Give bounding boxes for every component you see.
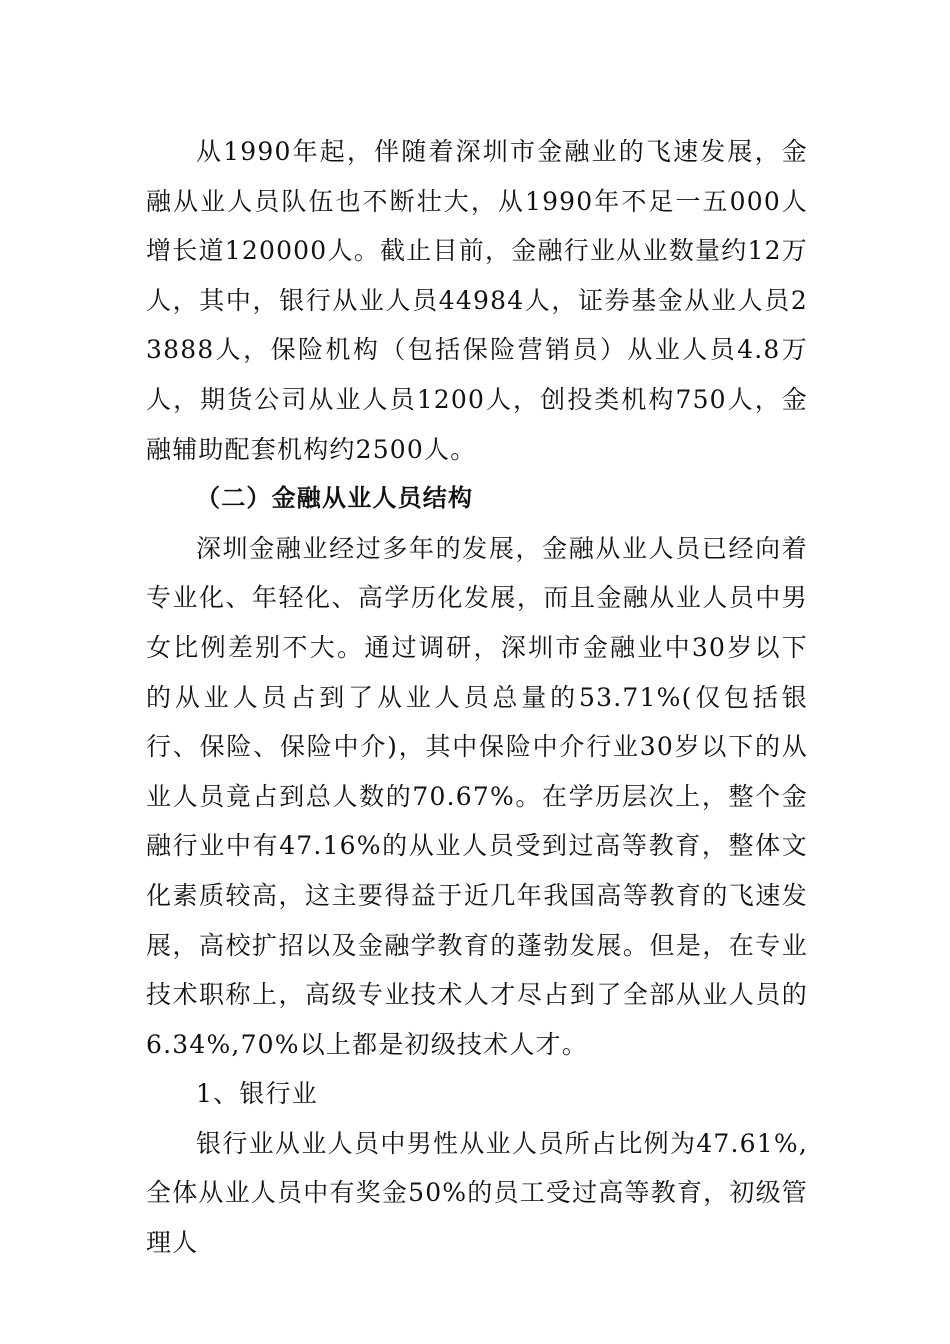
document-body [146, 127, 808, 1268]
subsection-heading-banking: 1、银行业 [196, 1079, 318, 1109]
paragraph-workforce-structure: 深圳金融业经过多年的发展，金融从业人员已经向着专业化、年轻化、高学历化发展，而且金融从业人员中男女比例差别不大。通过调研，深圳市金融业中30岁以下的从业人员占到了从业人员总量的53.71%(仅包括银行、保险、保险中介)，其中保险中介行业30岁以下的从业人员竟占到总人数的70.67%。在学历层次上，整个金融行业中有47.16%的从业人员受到过高等教育，整体文化素质较高，这主要得益于近几年我国高等教育的飞速发展，高校扩招以及金融学教育的蓬勃发展。但是，在专业技术职称上，高级专业技术人才尽占到了全部从业人员的6.34%,70%以上都是初级技术人才。 [146, 533, 808, 1059]
paragraph-workforce-growth: 从1990年起，伴随着深圳市金融业的飞速发展，金融从业人员队伍也不断壮大，从1990年不足一五000人增长道120000人。截止目前，金融行业从业数量约12万人，其中，银行从业人员44984人，证券基金从业人员23888人，保险机构（包括保险营销员）从业人员4.8万人，期货公司从业人员1200人，创投类机构750人，金融辅助配套机构约2500人。 [146, 137, 808, 464]
section-heading-structure: （二）金融从业人员结构 [196, 484, 474, 513]
paragraph-banking: 银行业从业人员中男性从业人员所占比例为47.61%,全体从业人员中有奖金50%的员工受过高等教育，初级管理人 [146, 1128, 808, 1258]
